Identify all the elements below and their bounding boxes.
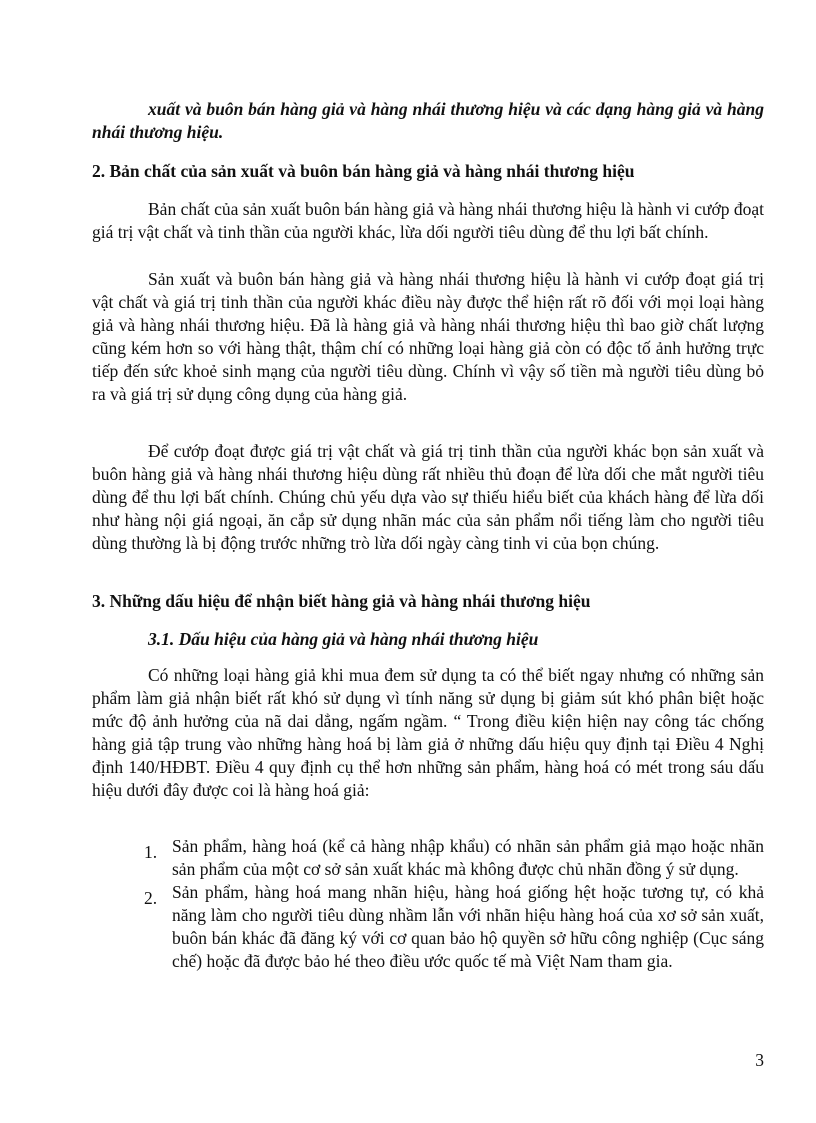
signs-list (144, 835, 764, 973)
section-3-heading: 3. Những dấu hiệu để nhận biết hàng giả và hàng nhái thương hiệu (92, 591, 591, 611)
section-2-paragraph-2: Sản xuất và buôn bán hàng giả và hàng nhái thương hiệu là hành vi cướp đoạt giá trị vật chất và giá trị tinh thần của người khác điều này được thể hiện rất rõ đối với mọi loại hàng giả và hàng nhái thương hiệu. Đã là hàng giả và hàng nhái thương hiệu thì bao giờ chất lượng cũng kém hơn so với hàng thật, thậm chí có những loại hàng giả còn có độc tố ảnh hưởng trực tiếp đến sức khoẻ sinh mạng của người tiêu dùng. Chính vì vậy số tiền mà người tiêu dùng bỏ ra và giá trị sử dụng công dụng của hàng giả. (92, 269, 764, 404)
list-item-number: 2. (144, 888, 158, 908)
list-item (144, 835, 764, 881)
intro-paragraph: xuất và buôn bán hàng giả và hàng nhái thương hiệu và các dạng hàng giả và hàng nhái thương hiệu. (92, 99, 764, 142)
section-2-heading: 2. Bản chất của sản xuất và buôn bán hàng giả và hàng nhái thương hiệu (92, 161, 635, 181)
page-number: 3 (755, 1050, 764, 1070)
section-3-1-subheading: 3.1. Dấu hiệu của hàng giả và hàng nhái thương hiệu (148, 629, 539, 649)
list-item (144, 881, 764, 973)
section-2-paragraph-3: Để cướp đoạt được giá trị vật chất và giá trị tinh thần của người khác bọn sản xuất và buôn hàng giả và hàng nhái thương hiệu dùng rất nhiều thủ đoạn để lừa dối che mắt người tiêu dùng để thu lợi bất chính. Chúng chủ yếu dựa vào sự thiếu hiểu biết của khách hàng để lừa dối như hàng nội giá ngoại, ăn cắp sử dụng nhãn mác của sản phẩm nổi tiếng làm cho người tiêu dùng thường là bị động trước những trò lừa dối ngày càng tinh vi của bọn chúng. (92, 441, 764, 553)
list-item-text: Sản phẩm, hàng hoá (kể cả hàng nhập khẩu) có nhãn sản phẩm giả mạo hoặc nhãn sản phẩm của một cơ sở sản xuất khác mà không được chủ nhãn đồng ý sử dụng. (172, 836, 764, 879)
list-item-text: Sản phẩm, hàng hoá mang nhãn hiệu, hàng hoá giống hệt hoặc tương tự, có khả năng làm cho người tiêu dùng nhầm lẫn với nhãn hiệu hàng hoá của xơ sở sản xuất, buôn bán khác đã đăng ký với cơ quan bảo hộ quyền sở hữu công nghiệp (Cục sáng chế) hoặc đã được bảo hé theo điều ước quốc tế mà Việt Nam tham gia. (172, 882, 764, 971)
section-2-paragraph-1: Bản chất của sản xuất buôn bán hàng giả và hàng nhái thương hiệu là hành vi cướp đoạt giá trị vật chất và tinh thần của người khác, lừa dối người tiêu dùng để thu lợi bất chính. (92, 199, 764, 242)
section-3-paragraph: Có những loại hàng giả khi mua đem sử dụng ta có thể biết ngay nhưng có những sản phẩm làm giả nhận biết rất khó sử dụng vì tính năng sử dụng bị giảm sút khó phân biệt hoặc mức độ ảnh hưởng của nã dai dẳng, ngấm ngầm. “ Trong điều kiện hiện nay công tác chống hàng giả tập trung vào những hàng hoá bị làm giả ở những dấu hiệu quy định tại Điều 4 Nghị định 140/HĐBT. Điều 4 quy định cụ thể hơn những sản phẩm, hàng hoá có mét trong sáu dấu hiệu dưới đây được coi là hàng hoá giả: (92, 665, 764, 800)
list-item-number: 1. (144, 842, 158, 862)
